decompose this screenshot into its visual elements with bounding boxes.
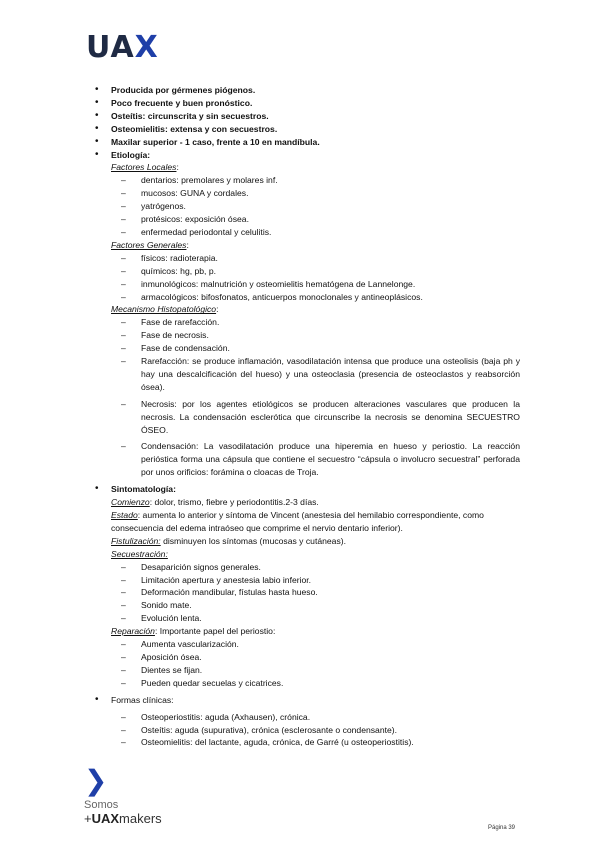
list-item: – Sonido mate. (95, 599, 520, 612)
factores-generales-label: Factores Generales: (111, 239, 189, 250)
estado-line: Estado: aumenta lo anterior y síntoma de Vincent (anestesia del hemilabio correspondiente, como consecuencia del edema intraóseo que comprime el nervio dentario inferior). (111, 510, 484, 533)
bullet-item: • Producida por gérmenes piógenos. (95, 84, 520, 97)
list-item: – Necrosis: por los agentes etiológicos se producen alteraciones vasculares que producen la necrosis. La condensación esclerótica que circunscribe la necrosis se denomina SECUESTRO ÓSEO. (95, 398, 520, 437)
factores-locales-label: Factores Locales: (111, 162, 179, 173)
list-item: – armacológicos: bifosfonatos, anticuerpos monoclonales y antineoplásicos. (95, 291, 520, 304)
page-number: Página 39 (488, 825, 516, 831)
list-item: – Pueden quedar secuelas y cicatrices. (95, 677, 520, 690)
list-item: – Fase de rarefacción. (95, 316, 520, 329)
list-item: – Desaparición signos generales. (95, 561, 520, 574)
bullet-item: • Osteomielitis: extensa y con secuestros. (95, 123, 520, 136)
chevron-right-icon: ❯ (84, 764, 108, 797)
list-item: – físicos: radioterapia. (95, 252, 520, 265)
list-item: – Rarefacción: se produce inflamación, vasodilatación intensa que produce una osteolisis (baja ph y hay una descalcificación del hueso) y una osteoclasia (presencia de osteoclastos y reabsorción ósea). (95, 355, 520, 394)
etiologia-heading: • Etiología: (95, 149, 520, 162)
formas-heading: • Formas clínicas: (95, 694, 520, 707)
list-item: – Condensación: La vasodilatación produce una hiperemia en hueso y periostio. La reacción perióstica forma una cápsula que contiene el secuestro “cápsula o involucro secuestral” perforada por unos orificios: forámina o cloacas de Troja. (95, 440, 520, 479)
list-item: – Fase de condensación. (95, 342, 520, 355)
secuestracion-label: Secuestración: (111, 548, 168, 559)
fistulizacion-line: Fistulización: disminuyen los síntomas (mucosas y cutáneas). (111, 535, 346, 546)
list-item: – yatrógenos. (95, 200, 520, 213)
list-item: – mucosos: GUNA y cordales. (95, 187, 520, 200)
list-item: – Osteomielitis: del lactante, aguda, crónica, de Garré (u osteoperiostitis). (95, 736, 520, 749)
comienzo-line: Comienzo: dolor, trismo, fiebre y periodontitis.2-3 días. (111, 497, 319, 508)
list-item: – Aumenta vascularización. (95, 638, 520, 651)
mecanismo-label: Mecanismo Histopatológico: (111, 304, 219, 315)
list-item: – protésicos: exposición ósea. (95, 213, 520, 226)
list-item: – inmunológicos: malnutrición y osteomielitis hematógena de Lannelonge. (95, 278, 520, 291)
list-item: – Dientes se fijan. (95, 664, 520, 677)
list-item: – Osteítis: aguda (supurativa), crónica (esclerosante o condensante). (95, 724, 520, 737)
document-body (95, 84, 520, 749)
sintomatologia-heading: • Sintomatología: (95, 483, 520, 496)
footer-uaxmakers-logo: +UAXmakers (84, 811, 162, 826)
bullet-item: • Poco frecuente y buen pronóstico. (95, 97, 520, 110)
list-item: – químicos: hg, pb, p. (95, 265, 520, 278)
bullet-item: • Maxilar superior - 1 caso, frente a 10 en mandíbula. (95, 136, 520, 149)
footer-somos: Somos (84, 799, 119, 811)
list-item: – Osteoperiostitis: aguda (Axhausen), crónica. (95, 711, 520, 724)
list-item: – Fase de necrosis. (95, 329, 520, 342)
list-item: – Evolución lenta. (95, 612, 520, 625)
uax-logo: UAX (86, 30, 159, 65)
list-item: – Limitación apertura y anestesia labio inferior. (95, 574, 520, 587)
list-item: – Aposición ósea. (95, 651, 520, 664)
bullet-item: • Osteítis: circunscrita y sin secuestros. (95, 110, 520, 123)
list-item: – dentarios: premolares y molares inf. (95, 174, 520, 187)
list-item: – enfermedad periodontal y celulitis. (95, 226, 520, 239)
list-item: – Deformación mandibular, fístulas hasta hueso. (95, 586, 520, 599)
reparacion-line: Reparación: Importante papel del periostio: (111, 626, 276, 637)
